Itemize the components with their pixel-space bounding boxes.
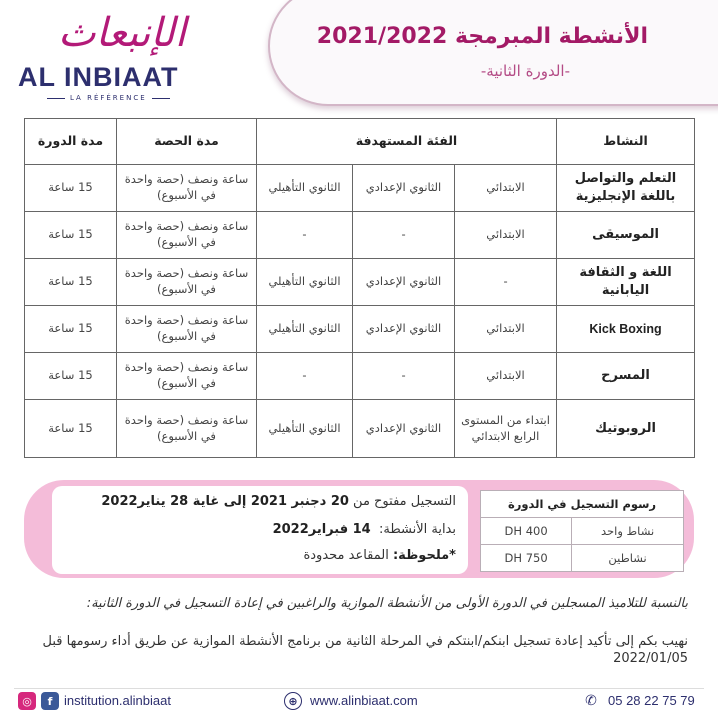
logo-name: AL INBIAAT [18,62,179,92]
fees-title: رسوم التسجيل في الدورة [481,491,684,518]
instagram-icon[interactable]: ◎ [18,692,36,710]
table-row [25,306,695,353]
middle-cell: - [353,353,455,400]
primary-cell: ابتداء من المستوى الرابع الابتدائي [455,400,557,458]
activity-cell: Kick Boxing [557,306,695,353]
activities-start-date: 14 فبراير2022 [272,522,371,537]
globe-icon: ⊕ [284,692,302,710]
seats-note [303,548,456,563]
fees-price: 400 DH [481,518,572,545]
fees-label: نشاطين [572,545,684,572]
fees-price: 750 DH [481,545,572,572]
primary-cell: الابتدائي [455,306,557,353]
registration-card [52,486,468,574]
table-row [25,165,695,212]
table-row [25,353,695,400]
header-course-duration: مدة الدورة [25,119,117,165]
session-cell: ساعة ونصف (حصة واحدة في الأسبوع) [117,306,257,353]
fees-title-row [481,491,684,518]
high-cell: - [257,353,353,400]
activity-cell: اللغة و الثقافة اليابانية [557,259,695,306]
session-cell: ساعة ونصف (حصة واحدة في الأسبوع) [117,212,257,259]
registration-period-dates: 20 دجنبر 2021 إلى غاية 28 يناير2022 [101,494,349,509]
primary-cell: الابتدائي [455,212,557,259]
middle-cell: الثانوي الإعدادي [353,400,455,458]
course-cell: 15 ساعة [25,212,117,259]
middle-cell: - [353,212,455,259]
course-cell: 15 ساعة [25,353,117,400]
activities-start-label: بداية الأنشطة: [378,522,456,537]
payment-reminder: نهيب بكم إلى تأكيد إعادة تسجيل ابنكم/ابنتكم في المرحلة الثانية من برنامج الأنشطة الموازية عن طريق أداء رسومها قبل 2022/01/05 [42,634,688,666]
activity-cell: المسرح [557,353,695,400]
primary-cell: الابتدائي [455,165,557,212]
middle-cell: الثانوي الإعدادي [353,165,455,212]
middle-cell: الثانوي الإعدادي [353,259,455,306]
phone-icon: ✆ [582,692,600,710]
activity-cell: الروبوتيك [557,400,695,458]
high-cell: الثانوي التأهيلي [257,400,353,458]
registration-period [101,494,456,509]
activities-table [24,118,695,458]
course-cell: 15 ساعة [25,259,117,306]
table-row [25,400,695,458]
course-cell: 15 ساعة [25,165,117,212]
header-session-duration: مدة الحصة [117,119,257,165]
fees-row [481,545,684,572]
page-title: الأنشطة المبرمجة 2021/2022 [316,24,648,49]
primary-cell: الابتدائي [455,353,557,400]
activity-cell: الموسيقى [557,212,695,259]
table-row [25,212,695,259]
title-card [268,0,718,106]
course-cell: 15 ساعة [25,400,117,458]
logo-tagline: LA RÉFÉRENCE [42,94,175,102]
course-cell: 15 ساعة [25,306,117,353]
page-subtitle: -الدورة الثانية- [480,62,570,80]
middle-cell: الثانوي الإعدادي [353,306,455,353]
high-cell: الثانوي التأهيلي [257,259,353,306]
logo-script: الإنبعاث [58,10,186,56]
fees-label: نشاط واحد [572,518,684,545]
re-registration-note: بالنسبة للتلاميذ المسجلين في الدورة الأولى من الأنشطة الموازية والراغبين في إعادة التسجيل في الدورة الثانية: [86,596,688,611]
session-cell: ساعة ونصف (حصة واحدة في الأسبوع) [117,165,257,212]
phone-number[interactable]: 05 28 22 75 79 [608,693,695,708]
session-cell: ساعة ونصف (حصة واحدة في الأسبوع) [117,400,257,458]
fees-row [481,518,684,545]
table-header-row [25,119,695,165]
footer-divider [14,688,704,689]
seats-note-label: *ملحوظة: [392,548,456,563]
table-row [25,259,695,306]
registration-period-label: التسجيل مفتوح من [353,494,456,509]
session-cell: ساعة ونصف (حصة واحدة في الأسبوع) [117,353,257,400]
activities-start [273,522,456,537]
social-handle[interactable]: institution.alinbiaat [64,693,171,708]
session-cell: ساعة ونصف (حصة واحدة في الأسبوع) [117,259,257,306]
high-cell: الثانوي التأهيلي [257,165,353,212]
high-cell: - [257,212,353,259]
facebook-icon[interactable]: f [41,692,59,710]
header-target-group: الفئة المستهدفة [257,119,557,165]
primary-cell: - [455,259,557,306]
seats-note-text: المقاعد محدودة [303,548,389,563]
activity-cell: التعلم والتواصل باللغة الإنجليزية [557,165,695,212]
fees-table [480,490,684,572]
website-link[interactable]: www.alinbiaat.com [310,693,418,708]
logo [10,10,190,110]
high-cell: الثانوي التأهيلي [257,306,353,353]
header-activity: النشاط [557,119,695,165]
